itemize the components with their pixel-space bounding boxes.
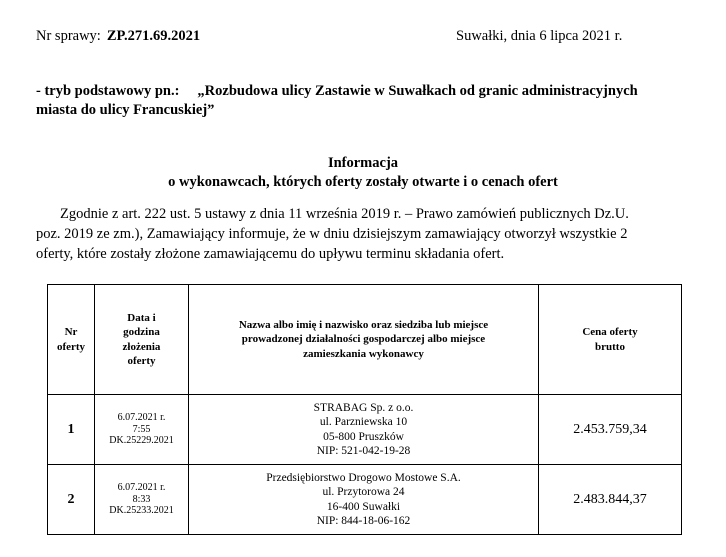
table-row <box>48 395 682 465</box>
procedure-line-1 <box>36 83 638 100</box>
procedure-line-2: miasta do ulicy Francuskiej” <box>36 102 215 118</box>
offers-table <box>47 284 682 535</box>
document-heading: Informacja <box>327 155 399 171</box>
table-row <box>48 465 682 535</box>
procedure-prefix: - tryb podstawowy pn.: <box>36 83 180 99</box>
column-header-nr: Nr oferty <box>48 285 95 395</box>
column-header-price: Cena oferty brutto <box>539 285 682 395</box>
table-header-row <box>48 285 682 395</box>
procedure-title: „Rozbudowa ulicy Zastawie w Suwałkach od granic administracyjnych <box>197 83 638 99</box>
case-number: ZP.271.69.2021 <box>106 28 201 44</box>
document-subheading: o wykonawcach, których oferty zostały otwarte i o cenach ofert <box>168 174 558 190</box>
body-line-3: oferty, które zostały złożone zamawiającemu do upływu terminu składania ofert. <box>36 246 505 262</box>
offer-contractor: Przedsiębiorstwo Drogowo Mostowe S.A. ul. Przytorowa 24 16-400 Suwałki NIP: 844-18-06-162 <box>189 465 539 535</box>
case-number-line <box>36 28 200 45</box>
body-line-1: Zgodnie z art. 222 ust. 5 ustawy z dnia 11 września 2019 r. – Prawo zamówień publicznych Dz.U. <box>60 206 629 222</box>
offer-date: 6.07.2021 r. 8:33 DK.25233.2021 <box>95 465 189 535</box>
offer-number: 1 <box>48 395 95 465</box>
case-number-label: Nr sprawy: <box>36 28 101 44</box>
offer-date: 6.07.2021 r. 7:55 DK.25229.2021 <box>95 395 189 465</box>
offer-number: 2 <box>48 465 95 535</box>
offer-price: 2.453.759,34 <box>539 395 682 465</box>
offer-price: 2.483.844,37 <box>539 465 682 535</box>
column-header-contractor: Nazwa albo imię i nazwisko oraz siedziba lub miejsce prowadzonej działalności gospodarczej albo miejsce zamieszkania wykonawcy <box>189 285 539 395</box>
offer-contractor: STRABAG Sp. z o.o. ul. Parzniewska 10 05-800 Pruszków NIP: 521-042-19-28 <box>189 395 539 465</box>
column-header-date: Data i godzina złożenia oferty <box>95 285 189 395</box>
body-line-2: poz. 2019 ze zm.), Zamawiający informuje, że w dniu dzisiejszym zamawiający otworzył wszystkie 2 <box>36 226 628 242</box>
place-date: Suwałki, dnia 6 lipca 2021 r. <box>456 28 623 44</box>
page-cutoff <box>0 545 726 557</box>
